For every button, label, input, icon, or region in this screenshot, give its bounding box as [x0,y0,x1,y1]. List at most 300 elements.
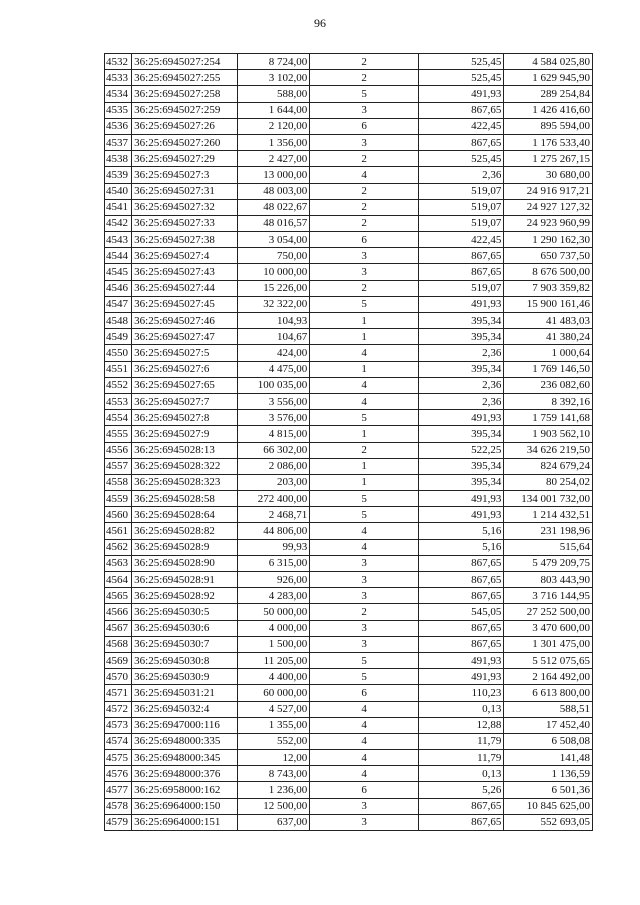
rate-cell: 867,65 [418,636,504,652]
cadastral-number-cell: 36:25:6945027:5 [132,345,238,361]
cadastral-number-cell: 36:25:6945027:31 [132,183,238,199]
cadastral-number-cell: 36:25:6945027:254 [132,54,238,70]
row-number-cell: 4565 [105,588,132,604]
group-cell: 1 [310,474,419,490]
area-cell: 3 054,00 [237,232,309,248]
group-cell: 6 [310,118,419,134]
table-row [105,183,593,199]
area-cell: 1 236,00 [237,782,309,798]
rate-cell: 395,34 [418,329,504,345]
cadastral-value-cell: 41 483,03 [504,313,593,329]
area-cell: 750,00 [237,248,309,264]
group-cell: 4 [310,345,419,361]
rate-cell: 867,65 [418,102,504,118]
rate-cell: 12,88 [418,717,504,733]
area-cell: 104,67 [237,329,309,345]
row-number-cell: 4541 [105,199,132,215]
cadastral-number-cell: 36:25:6945028:82 [132,523,238,539]
cadastral-value-cell: 3 716 144,95 [504,588,593,604]
row-number-cell: 4538 [105,151,132,167]
table-row [105,361,593,377]
area-cell: 588,00 [237,86,309,102]
row-number-cell: 4537 [105,134,132,150]
cadastral-value-cell: 1 275 267,15 [504,151,593,167]
table-row [105,814,593,830]
group-cell: 2 [310,199,419,215]
cadastral-value-cell: 231 198,96 [504,523,593,539]
group-cell: 5 [310,86,419,102]
row-number-cell: 4573 [105,717,132,733]
cadastral-number-cell: 36:25:6958000:162 [132,782,238,798]
cadastral-value-cell: 24 927 127,32 [504,199,593,215]
area-cell: 4 527,00 [237,701,309,717]
row-number-cell: 4564 [105,572,132,588]
table-row [105,636,593,652]
area-cell: 4 400,00 [237,669,309,685]
area-cell: 44 806,00 [237,523,309,539]
cadastral-value-cell: 30 680,00 [504,167,593,183]
cadastral-number-cell: 36:25:6948000:376 [132,766,238,782]
area-cell: 11 205,00 [237,652,309,668]
area-cell: 12,00 [237,750,309,766]
table-row [105,685,593,701]
row-number-cell: 4560 [105,507,132,523]
cadastral-number-cell: 36:25:6945027:33 [132,215,238,231]
cadastral-number-cell: 36:25:6945030:7 [132,636,238,652]
row-number-cell: 4532 [105,54,132,70]
table-row [105,782,593,798]
cadastral-value-cell: 1 000,64 [504,345,593,361]
cadastral-value-cell: 1 290 162,30 [504,232,593,248]
area-cell: 1 355,00 [237,717,309,733]
rate-cell: 491,93 [418,669,504,685]
row-number-cell: 4572 [105,701,132,717]
cadastral-value-cell: 17 452,40 [504,717,593,733]
cadastral-number-cell: 36:25:6945028:13 [132,442,238,458]
table-row [105,750,593,766]
row-number-cell: 4556 [105,442,132,458]
cadastral-value-table [104,53,593,831]
row-number-cell: 4535 [105,102,132,118]
table-row [105,652,593,668]
cadastral-value-cell: 895 594,00 [504,118,593,134]
group-cell: 3 [310,264,419,280]
area-cell: 272 400,00 [237,491,309,507]
cadastral-number-cell: 36:25:6945028:9 [132,539,238,555]
area-cell: 48 022,67 [237,199,309,215]
rate-cell: 2,36 [418,393,504,409]
cadastral-number-cell: 36:25:6945027:65 [132,377,238,393]
row-number-cell: 4548 [105,313,132,329]
cadastral-value-cell: 1 301 475,00 [504,636,593,652]
group-cell: 5 [310,410,419,426]
area-cell: 8 743,00 [237,766,309,782]
cadastral-number-cell: 36:25:6945027:9 [132,426,238,442]
rate-cell: 395,34 [418,361,504,377]
row-number-cell: 4561 [105,523,132,539]
rate-cell: 867,65 [418,248,504,264]
table-row [105,733,593,749]
group-cell: 5 [310,669,419,685]
row-number-cell: 4542 [105,215,132,231]
group-cell: 2 [310,280,419,296]
cadastral-value-cell: 24 923 960,99 [504,215,593,231]
rate-cell: 867,65 [418,620,504,636]
group-cell: 5 [310,491,419,507]
group-cell: 2 [310,70,419,86]
group-cell: 4 [310,393,419,409]
table-row [105,232,593,248]
cadastral-number-cell: 36:25:6945027:258 [132,86,238,102]
area-cell: 1 644,00 [237,102,309,118]
cadastral-number-cell: 36:25:6945028:91 [132,572,238,588]
group-cell: 3 [310,102,419,118]
cadastral-number-cell: 36:25:6945027:4 [132,248,238,264]
cadastral-value-cell: 5 479 209,75 [504,555,593,571]
area-cell: 104,93 [237,313,309,329]
cadastral-number-cell: 36:25:6945028:323 [132,474,238,490]
cadastral-value-cell: 552 693,05 [504,814,593,830]
rate-cell: 491,93 [418,410,504,426]
cadastral-number-cell: 36:25:6945028:58 [132,491,238,507]
rate-cell: 422,45 [418,118,504,134]
area-cell: 1 500,00 [237,636,309,652]
group-cell: 1 [310,361,419,377]
rate-cell: 11,79 [418,750,504,766]
cadastral-number-cell: 36:25:6945027:260 [132,134,238,150]
table-row [105,86,593,102]
group-cell: 3 [310,798,419,814]
cadastral-value-cell: 8 392,16 [504,393,593,409]
cadastral-value-cell: 6 501,36 [504,782,593,798]
table-row [105,167,593,183]
table-row [105,54,593,70]
table-row [105,313,593,329]
row-number-cell: 4558 [105,474,132,490]
area-cell: 8 724,00 [237,54,309,70]
rate-cell: 11,79 [418,733,504,749]
table-row [105,329,593,345]
rate-cell: 867,65 [418,588,504,604]
cadastral-value-cell: 141,48 [504,750,593,766]
rate-cell: 2,36 [418,377,504,393]
cadastral-number-cell: 36:25:6945027:6 [132,361,238,377]
cadastral-number-cell: 36:25:6948000:335 [132,733,238,749]
rate-cell: 0,13 [418,766,504,782]
area-cell: 2 427,00 [237,151,309,167]
rate-cell: 519,07 [418,183,504,199]
area-cell: 99,93 [237,539,309,555]
row-number-cell: 4545 [105,264,132,280]
cadastral-value-cell: 5 512 075,65 [504,652,593,668]
table-row [105,134,593,150]
cadastral-value-cell: 1 903 562,10 [504,426,593,442]
rate-cell: 525,45 [418,54,504,70]
area-cell: 637,00 [237,814,309,830]
row-number-cell: 4576 [105,766,132,782]
group-cell: 4 [310,766,419,782]
area-cell: 2 086,00 [237,458,309,474]
row-number-cell: 4559 [105,491,132,507]
rate-cell: 491,93 [418,491,504,507]
cadastral-value-cell: 80 254,02 [504,474,593,490]
rate-cell: 545,05 [418,604,504,620]
rate-cell: 519,07 [418,215,504,231]
group-cell: 4 [310,733,419,749]
cadastral-value-cell: 824 679,24 [504,458,593,474]
rate-cell: 867,65 [418,572,504,588]
cadastral-value-cell: 15 900 161,46 [504,296,593,312]
cadastral-number-cell: 36:25:6945027:7 [132,393,238,409]
cadastral-value-cell: 1 759 141,68 [504,410,593,426]
area-cell: 926,00 [237,572,309,588]
group-cell: 4 [310,377,419,393]
cadastral-value-cell: 6 613 800,00 [504,685,593,701]
table-row [105,70,593,86]
cadastral-number-cell: 36:25:6945027:47 [132,329,238,345]
row-number-cell: 4574 [105,733,132,749]
rate-cell: 519,07 [418,280,504,296]
group-cell: 3 [310,248,419,264]
row-number-cell: 4546 [105,280,132,296]
table-row [105,539,593,555]
table-row [105,555,593,571]
cadastral-number-cell: 36:25:6945028:64 [132,507,238,523]
rate-cell: 867,65 [418,798,504,814]
table-row [105,199,593,215]
row-number-cell: 4570 [105,669,132,685]
row-number-cell: 4562 [105,539,132,555]
group-cell: 4 [310,750,419,766]
row-number-cell: 4533 [105,70,132,86]
cadastral-number-cell: 36:25:6945030:8 [132,652,238,668]
cadastral-number-cell: 36:25:6945027:46 [132,313,238,329]
cadastral-value-cell: 41 380,24 [504,329,593,345]
row-number-cell: 4536 [105,118,132,134]
table-row [105,296,593,312]
area-cell: 3 556,00 [237,393,309,409]
table-row [105,701,593,717]
area-cell: 203,00 [237,474,309,490]
row-number-cell: 4554 [105,410,132,426]
row-number-cell: 4553 [105,393,132,409]
cadastral-value-cell: 34 626 219,50 [504,442,593,458]
row-number-cell: 4555 [105,426,132,442]
area-cell: 15 226,00 [237,280,309,296]
area-cell: 552,00 [237,733,309,749]
table-row [105,426,593,442]
group-cell: 3 [310,814,419,830]
group-cell: 3 [310,555,419,571]
table-row [105,458,593,474]
group-cell: 2 [310,183,419,199]
row-number-cell: 4540 [105,183,132,199]
cadastral-value-cell: 134 001 732,00 [504,491,593,507]
area-cell: 3 576,00 [237,410,309,426]
rate-cell: 422,45 [418,232,504,248]
row-number-cell: 4547 [105,296,132,312]
cadastral-value-cell: 1 426 416,60 [504,102,593,118]
group-cell: 4 [310,717,419,733]
table-row [105,572,593,588]
group-cell: 2 [310,54,419,70]
cadastral-value-cell: 7 903 359,82 [504,280,593,296]
rate-cell: 395,34 [418,313,504,329]
table-row [105,442,593,458]
area-cell: 10 000,00 [237,264,309,280]
table-row [105,507,593,523]
cadastral-number-cell: 36:25:6945027:259 [132,102,238,118]
row-number-cell: 4566 [105,604,132,620]
table-row [105,410,593,426]
row-number-cell: 4549 [105,329,132,345]
rate-cell: 519,07 [418,199,504,215]
rate-cell: 867,65 [418,555,504,571]
table-row [105,604,593,620]
rate-cell: 491,93 [418,86,504,102]
rate-cell: 867,65 [418,134,504,150]
cadastral-value-cell: 8 676 500,00 [504,264,593,280]
cadastral-value-cell: 803 443,90 [504,572,593,588]
rate-cell: 867,65 [418,264,504,280]
cadastral-number-cell: 36:25:6964000:150 [132,798,238,814]
row-number-cell: 4539 [105,167,132,183]
group-cell: 2 [310,151,419,167]
table-row [105,798,593,814]
rate-cell: 867,65 [418,814,504,830]
row-number-cell: 4578 [105,798,132,814]
area-cell: 12 500,00 [237,798,309,814]
rate-cell: 525,45 [418,151,504,167]
rate-cell: 491,93 [418,296,504,312]
table-row [105,280,593,296]
rate-cell: 395,34 [418,426,504,442]
group-cell: 1 [310,313,419,329]
group-cell: 1 [310,329,419,345]
cadastral-number-cell: 36:25:6945030:6 [132,620,238,636]
rate-cell: 0,13 [418,701,504,717]
group-cell: 3 [310,620,419,636]
cadastral-number-cell: 36:25:6945027:8 [132,410,238,426]
cadastral-number-cell: 36:25:6945032:4 [132,701,238,717]
area-cell: 2 120,00 [237,118,309,134]
group-cell: 5 [310,652,419,668]
cadastral-number-cell: 36:25:6945027:29 [132,151,238,167]
table-row [105,102,593,118]
area-cell: 100 035,00 [237,377,309,393]
cadastral-number-cell: 36:25:6948000:345 [132,750,238,766]
cadastral-number-cell: 36:25:6947000:116 [132,717,238,733]
row-number-cell: 4571 [105,685,132,701]
table-row [105,377,593,393]
cadastral-value-cell: 236 082,60 [504,377,593,393]
cadastral-number-cell: 36:25:6945031:21 [132,685,238,701]
row-number-cell: 4552 [105,377,132,393]
cadastral-number-cell: 36:25:6945030:9 [132,669,238,685]
rate-cell: 522,25 [418,442,504,458]
row-number-cell: 4569 [105,652,132,668]
rate-cell: 5,16 [418,539,504,555]
cadastral-number-cell: 36:25:6945027:3 [132,167,238,183]
row-number-cell: 4567 [105,620,132,636]
table-row [105,151,593,167]
row-number-cell: 4568 [105,636,132,652]
cadastral-value-cell: 1 176 533,40 [504,134,593,150]
area-cell: 424,00 [237,345,309,361]
group-cell: 4 [310,523,419,539]
cadastral-number-cell: 36:25:6945027:45 [132,296,238,312]
group-cell: 5 [310,507,419,523]
cadastral-number-cell: 36:25:6964000:151 [132,814,238,830]
row-number-cell: 4575 [105,750,132,766]
cadastral-value-cell: 650 737,50 [504,248,593,264]
table-row [105,215,593,231]
group-cell: 3 [310,636,419,652]
cadastral-number-cell: 36:25:6945027:43 [132,264,238,280]
area-cell: 48 003,00 [237,183,309,199]
cadastral-number-cell: 36:25:6945030:5 [132,604,238,620]
area-cell: 66 302,00 [237,442,309,458]
area-cell: 48 016,57 [237,215,309,231]
area-cell: 13 000,00 [237,167,309,183]
table-body [105,54,593,831]
table-row [105,588,593,604]
rate-cell: 5,26 [418,782,504,798]
rate-cell: 525,45 [418,70,504,86]
cadastral-value-cell: 289 254,84 [504,86,593,102]
page-number: 96 [314,16,326,30]
rate-cell: 395,34 [418,474,504,490]
rate-cell: 491,93 [418,652,504,668]
area-cell: 4 000,00 [237,620,309,636]
cadastral-number-cell: 36:25:6945027:32 [132,199,238,215]
row-number-cell: 4551 [105,361,132,377]
cadastral-value-cell: 1 769 146,50 [504,361,593,377]
group-cell: 3 [310,572,419,588]
table-row [105,248,593,264]
group-cell: 4 [310,167,419,183]
cadastral-value-cell: 10 845 625,00 [504,798,593,814]
row-number-cell: 4534 [105,86,132,102]
cadastral-value-cell: 3 470 600,00 [504,620,593,636]
cadastral-number-cell: 36:25:6945027:44 [132,280,238,296]
table-row [105,345,593,361]
row-number-cell: 4577 [105,782,132,798]
row-number-cell: 4579 [105,814,132,830]
cadastral-number-cell: 36:25:6945028:92 [132,588,238,604]
group-cell: 6 [310,782,419,798]
area-cell: 4 815,00 [237,426,309,442]
cadastral-value-cell: 1 214 432,51 [504,507,593,523]
rate-cell: 2,36 [418,167,504,183]
area-cell: 2 468,71 [237,507,309,523]
group-cell: 5 [310,296,419,312]
table-row [105,717,593,733]
row-number-cell: 4557 [105,458,132,474]
cadastral-value-cell: 24 916 917,21 [504,183,593,199]
area-cell: 32 322,00 [237,296,309,312]
table-row [105,491,593,507]
table-row [105,264,593,280]
row-number-cell: 4543 [105,232,132,248]
rate-cell: 2,36 [418,345,504,361]
cadastral-number-cell: 36:25:6945027:255 [132,70,238,86]
area-cell: 4 475,00 [237,361,309,377]
cadastral-value-cell: 2 164 492,00 [504,669,593,685]
group-cell: 6 [310,685,419,701]
cadastral-value-cell: 6 508,08 [504,733,593,749]
group-cell: 4 [310,539,419,555]
